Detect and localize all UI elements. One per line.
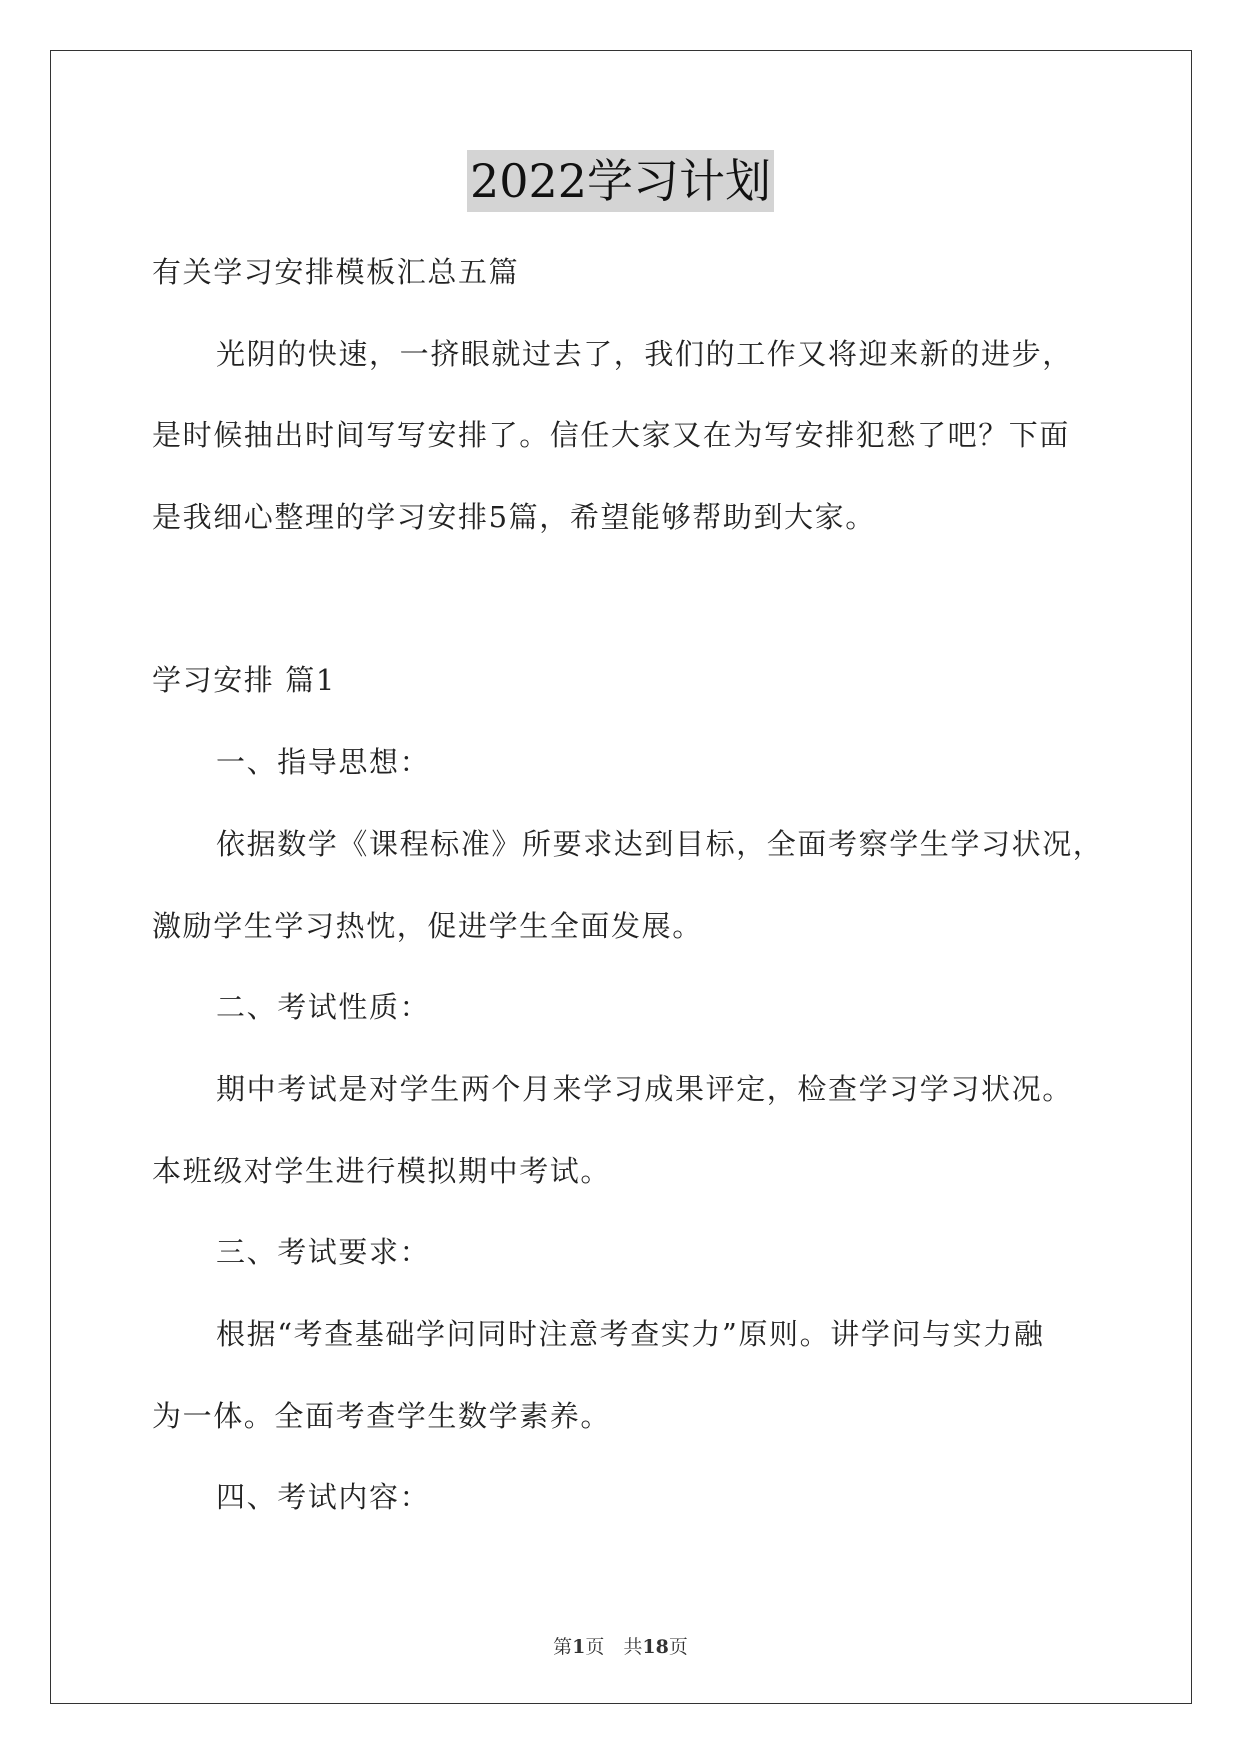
paragraph-3-line-2: 为一体。全面考查学生数学素养。 [152,1398,612,1433]
intro-line-2: 是时候抽出时间写写安排了。信任大家又在为写安排犯愁了吧？下面 [152,418,1071,453]
paragraph-2-line-1: 期中考试是对学生两个月来学习成果评定，检查学习学习状况。 [216,1071,1073,1106]
intro-line-1: 光阴的快速，一挤眼就过去了，我们的工作又将迎来新的进步， [216,336,1073,371]
paragraph-3-line-1: 根据“考查基础学问同时注意考查实力”原则。讲学问与实力融 [216,1316,1045,1351]
footer-suffix: 页 [668,1636,688,1658]
document-title: 2022学习计划 [467,150,774,212]
intro-line-3: 是我细心整理的学习安排5篇，希望能够帮助到大家。 [152,500,876,535]
paragraph-gap [152,559,1112,641]
heading-exam-requirements: 三、考试要求： [216,1235,431,1270]
document-body [152,232,1112,1539]
heading-guiding-thought: 一、指导思想： [216,745,431,780]
footer-mid: 页 共 [585,1636,643,1658]
footer-total-pages: 18 [642,1636,669,1658]
footer-page-number: 1 [572,1636,586,1658]
paragraph-1-line-1: 依据数学《课程标准》所要求达到目标，全面考察学生学习状况， [216,826,1104,861]
heading-exam-nature: 二、考试性质： [216,990,431,1025]
page-footer [0,1632,1241,1659]
subtitle: 有关学习安排模板汇总五篇 [152,255,520,289]
paragraph-1-line-2: 激励学生学习热忱，促进学生全面发展。 [152,908,703,943]
section-heading: 学习安排 篇1 [152,663,336,698]
paragraph-2-line-2: 本班级对学生进行模拟期中考试。 [152,1153,612,1188]
heading-exam-content: 四、考试内容： [216,1480,431,1515]
title-container [0,150,1241,212]
footer-prefix: 第 [553,1636,573,1658]
